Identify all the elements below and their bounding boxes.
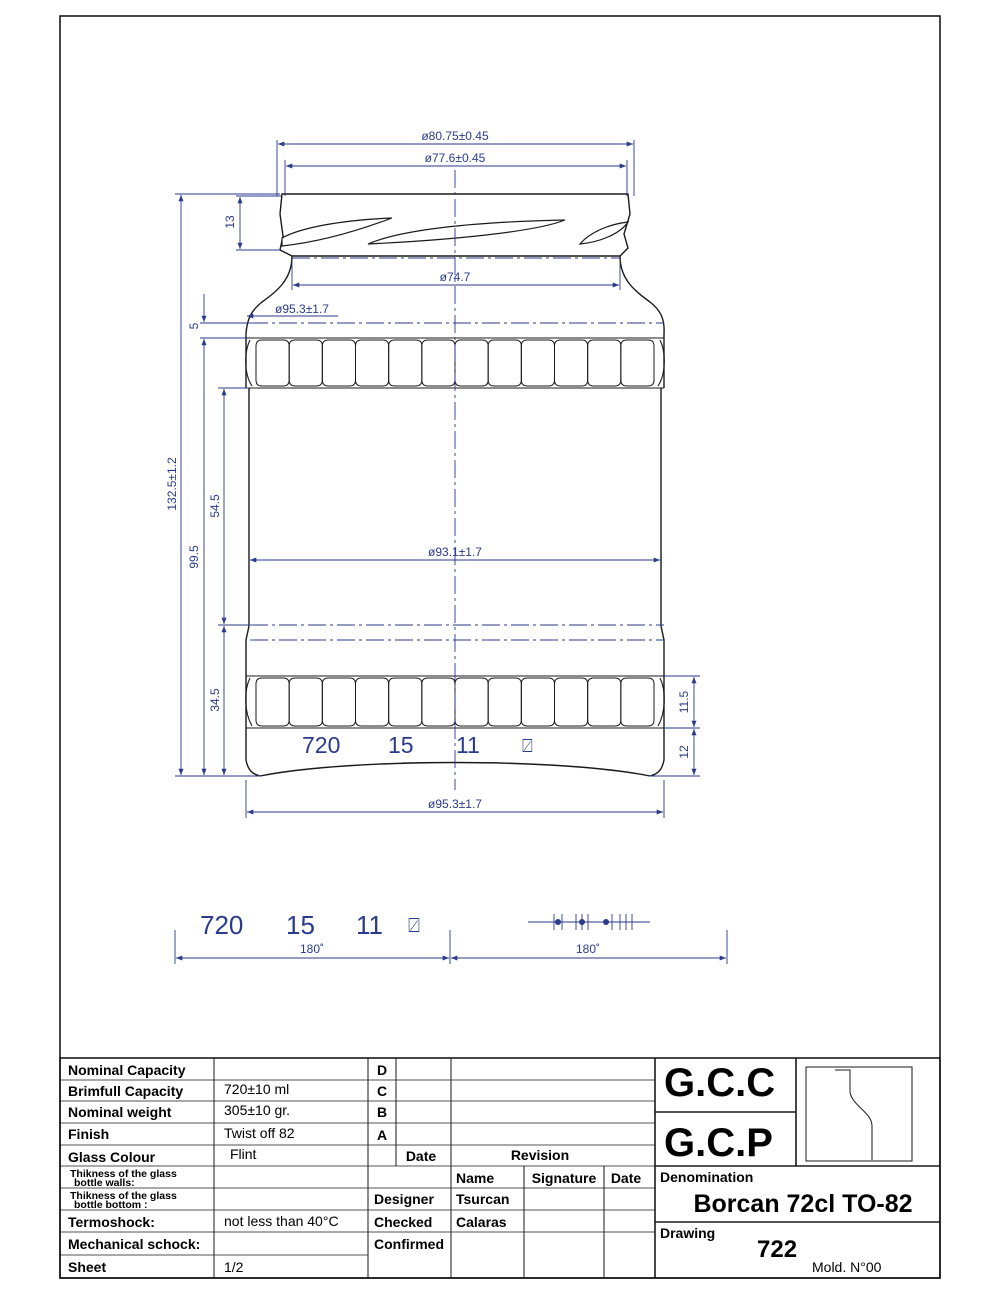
upper-band-cell	[289, 340, 322, 386]
denomination-value: Borcan 72cl TO-82	[693, 1190, 913, 1218]
revision-letter-c: C	[376, 1083, 388, 1099]
spec-label-bottom-thickness-line2: bottle bottom :	[74, 1199, 148, 1211]
detail-dimension-lines	[175, 914, 727, 964]
revision-letter-b: B	[376, 1104, 388, 1120]
upper-band-cell	[356, 340, 389, 386]
lower-band-cell	[356, 678, 389, 726]
name-checked: Calaras	[456, 1214, 507, 1230]
dim-shoulder-diameter: ø95.3±1.7	[275, 302, 329, 316]
dim-total-height: 132.5±1.2	[165, 457, 179, 511]
dim-base-height: 12	[677, 745, 691, 759]
jar-emboss-logo-icon: ⍁	[522, 736, 533, 756]
spec-label-glass-colour: Glass Colour	[68, 1149, 156, 1165]
name-header: Name	[456, 1170, 495, 1186]
spec-value-finish: Twist off 82	[224, 1125, 295, 1141]
dim-inner-top-diameter: ø77.6±0.45	[424, 151, 486, 165]
detail-emboss-code3: 11	[356, 910, 383, 940]
detail-emboss-code2: 15	[286, 910, 315, 940]
drawing-label: Drawing	[660, 1225, 716, 1241]
company-gcc: G.C.C	[664, 1061, 776, 1105]
upper-band-cell	[455, 340, 488, 386]
dim-finish-height: 13	[223, 215, 237, 229]
dim-lower-height: 34.5	[208, 688, 222, 712]
spec-label-brimfull-capacity: Brimfull Capacity	[68, 1083, 184, 1099]
lower-band-cell	[621, 678, 654, 726]
dim-body-height: 99.5	[187, 545, 201, 569]
name-designer: Tsurcan	[456, 1191, 510, 1207]
spec-label-wall-thickness-line2: bottle walls:	[74, 1177, 135, 1189]
spec-value-sheet: 1/2	[224, 1259, 244, 1275]
spec-value-brimfull-capacity: 720±10 ml	[224, 1081, 290, 1097]
lower-band-cell	[322, 678, 355, 726]
lower-band-cell	[555, 678, 588, 726]
spec-label-bottom-thickness-line1: Thikness of the glass	[70, 1190, 177, 1202]
angle-left-label: 180˚	[299, 942, 325, 956]
lower-band-cell	[422, 678, 455, 726]
spec-label-nominal-weight: Nominal weight	[68, 1104, 172, 1120]
drawing-number: 722	[757, 1236, 798, 1263]
upper-band-cell	[256, 340, 289, 386]
construction-lines	[250, 170, 664, 790]
spec-value-termoshock: not less than 40°C	[224, 1213, 339, 1229]
company-gcp: G.C.P	[664, 1121, 773, 1165]
role-designer: Designer	[374, 1191, 434, 1207]
upper-band-cell	[389, 340, 422, 386]
revision-letter-d: D	[376, 1062, 388, 1078]
dim-mid-height: 54.5	[208, 494, 222, 518]
jar-emboss-code3: 11	[456, 732, 480, 758]
dim-neck-diameter: ø74.7	[439, 270, 471, 284]
upper-band-cell	[488, 340, 521, 386]
upper-band-cell	[621, 340, 654, 386]
spec-label-sheet: Sheet	[68, 1259, 107, 1275]
upper-band-cell	[588, 340, 621, 386]
detail-emboss-logo-icon: ⍁	[408, 915, 420, 937]
dim-outer-top-diameter: ø80.75±0.45	[421, 129, 489, 143]
spec-label-termoshock: Termoshock:	[68, 1214, 155, 1230]
spec-value-nominal-weight: 305±10 gr.	[224, 1102, 291, 1118]
lower-band-cell	[488, 678, 521, 726]
jar-emboss-code1: 720	[302, 732, 341, 758]
dim-band-gap: 5	[187, 322, 201, 330]
revision-letter-a: A	[376, 1127, 388, 1143]
lower-band-cell	[521, 678, 554, 726]
lower-band-cell	[389, 678, 422, 726]
upper-band-cell	[521, 340, 554, 386]
revision-date-header: Date	[405, 1148, 437, 1164]
dim-lower-band-height: 11.5	[677, 690, 691, 714]
spec-label-finish: Finish	[68, 1126, 110, 1142]
lower-band-cell	[455, 678, 488, 726]
denomination-label: Denomination	[660, 1169, 754, 1185]
role-checked: Checked	[374, 1214, 433, 1230]
lower-band-cell	[289, 678, 322, 726]
upper-band-cell	[555, 340, 588, 386]
spec-value-glass-colour: Flint	[230, 1146, 257, 1162]
upper-band-cell	[422, 340, 455, 386]
dim-bottom-diameter: ø95.3±1.7	[428, 797, 482, 811]
revision-header: Revision	[510, 1147, 570, 1163]
spec-label-mechanical-shock: Mechanical schock:	[68, 1236, 201, 1252]
mold-number: Mold. N°00	[812, 1259, 882, 1275]
spec-label-nominal-capacity: Nominal Capacity	[68, 1062, 186, 1078]
dim-body-diameter: ø93.1±1.7	[428, 545, 482, 559]
lower-band-cell	[256, 678, 289, 726]
date2-header: Date	[610, 1170, 642, 1186]
jar-emboss-code2: 15	[388, 732, 414, 758]
detail-emboss-code1: 720	[200, 910, 244, 940]
role-confirmed: Confirmed	[374, 1236, 444, 1252]
spec-label-wall-thickness-line1: Thikness of the glass	[70, 1168, 177, 1180]
signature-header: Signature	[531, 1170, 597, 1186]
upper-band-cell	[322, 340, 355, 386]
angle-right-label: 180˚	[575, 942, 601, 956]
drawing-frame	[60, 16, 940, 1278]
lower-band-cell	[588, 678, 621, 726]
